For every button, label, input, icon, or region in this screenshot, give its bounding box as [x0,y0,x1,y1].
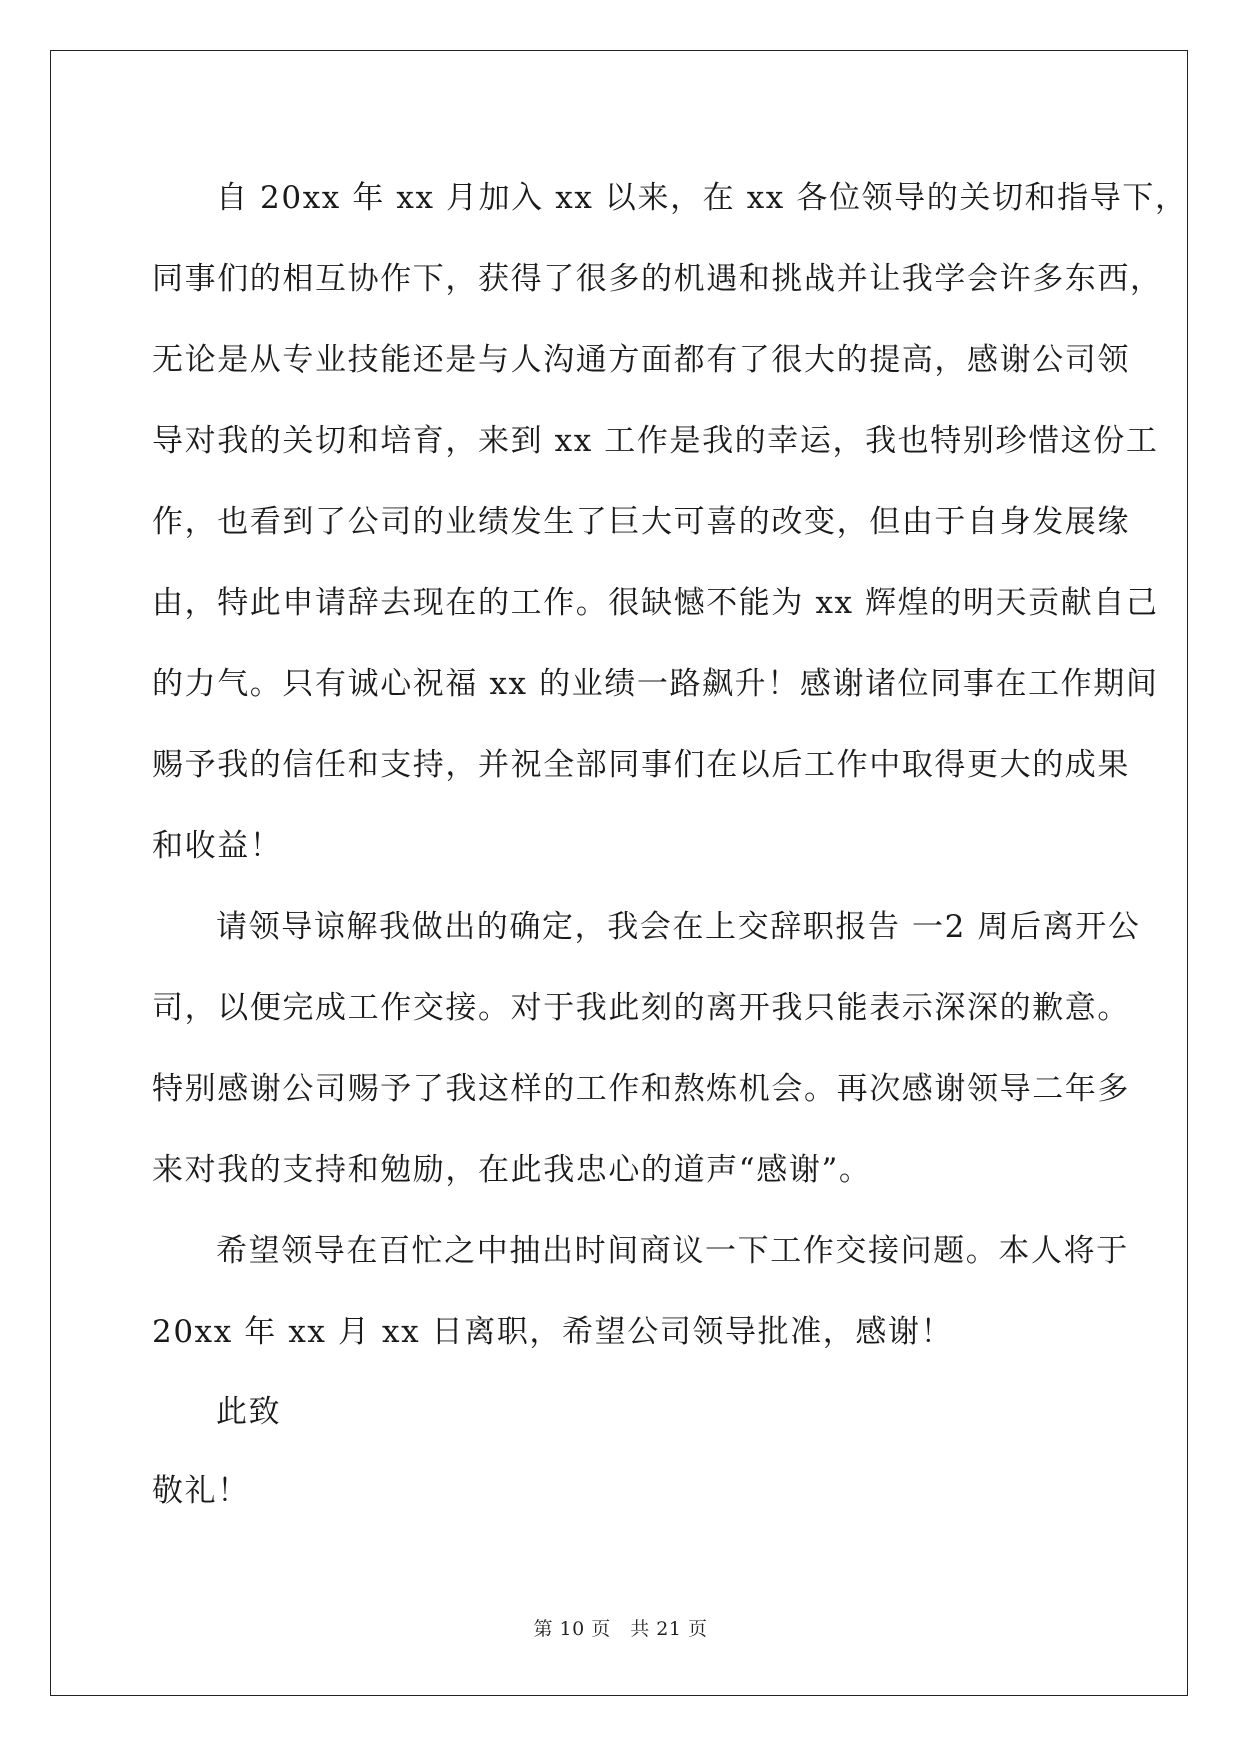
paragraph-1-line-9: 和收益！ [152,828,283,864]
paragraph-2-line-4: 来对我的支持和勉励，在此我忠心的道声“感谢”。 [152,1152,872,1188]
paragraph-1-line-2: 同事们的相互协作下，获得了很多的机遇和挑战并让我学会许多东西， [152,261,1163,297]
closing-salutation: 此致 [216,1394,282,1430]
paragraph-2-line-3: 特别感谢公司赐予了我这样的工作和熬炼机会。再次感谢领导二年多 [152,1071,1130,1107]
paragraph-3-line-1: 希望领导在百忙之中抽出时间商议一下工作交接问题。本人将于 [216,1233,1129,1269]
paragraph-1-line-1: 自 20xx 年 xx 月加入 xx 以来，在 xx 各位领导的关切和指导下， [216,180,1188,216]
paragraph-1-line-6: 由，特此申请辞去现在的工作。很缺憾不能为 xx 辉煌的明天贡献自己 [152,585,1159,621]
paragraph-1-line-7: 的力气。只有诚心祝福 xx 的业绩一路飙升！感谢诸位同事在工作期间 [152,666,1159,702]
paragraph-2-line-2: 司，以便完成工作交接。对于我此刻的离开我只能表示深深的歉意。 [152,990,1130,1026]
letter-body [152,158,1188,1531]
paragraph-1-line-8: 赐予我的信任和支持，并祝全部同事们在以后工作中取得更大的成果 [152,747,1130,783]
paragraph-2-line-1: 请领导谅解我做出的确定，我会在上交辞职报告 一2 周后离开公 [216,909,1141,945]
page-number-footer: 第 10 页 共 21 页 [533,1618,708,1640]
paragraph-3-line-2: 20xx 年 xx 月 xx 日离职，希望公司领导批准，感谢！ [152,1314,954,1350]
closing-regards: 敬礼！ [152,1473,250,1509]
paragraph-1-line-5: 作，也看到了公司的业绩发生了巨大可喜的改变，但由于自身发展缘 [152,504,1130,540]
paragraph-1-line-4: 导对我的关切和培育，来到 xx 工作是我的幸运，我也特别珍惜这份工 [152,423,1159,459]
paragraph-1-line-3: 无论是从专业技能还是与人沟通方面都有了很大的提高，感谢公司领 [152,342,1130,378]
